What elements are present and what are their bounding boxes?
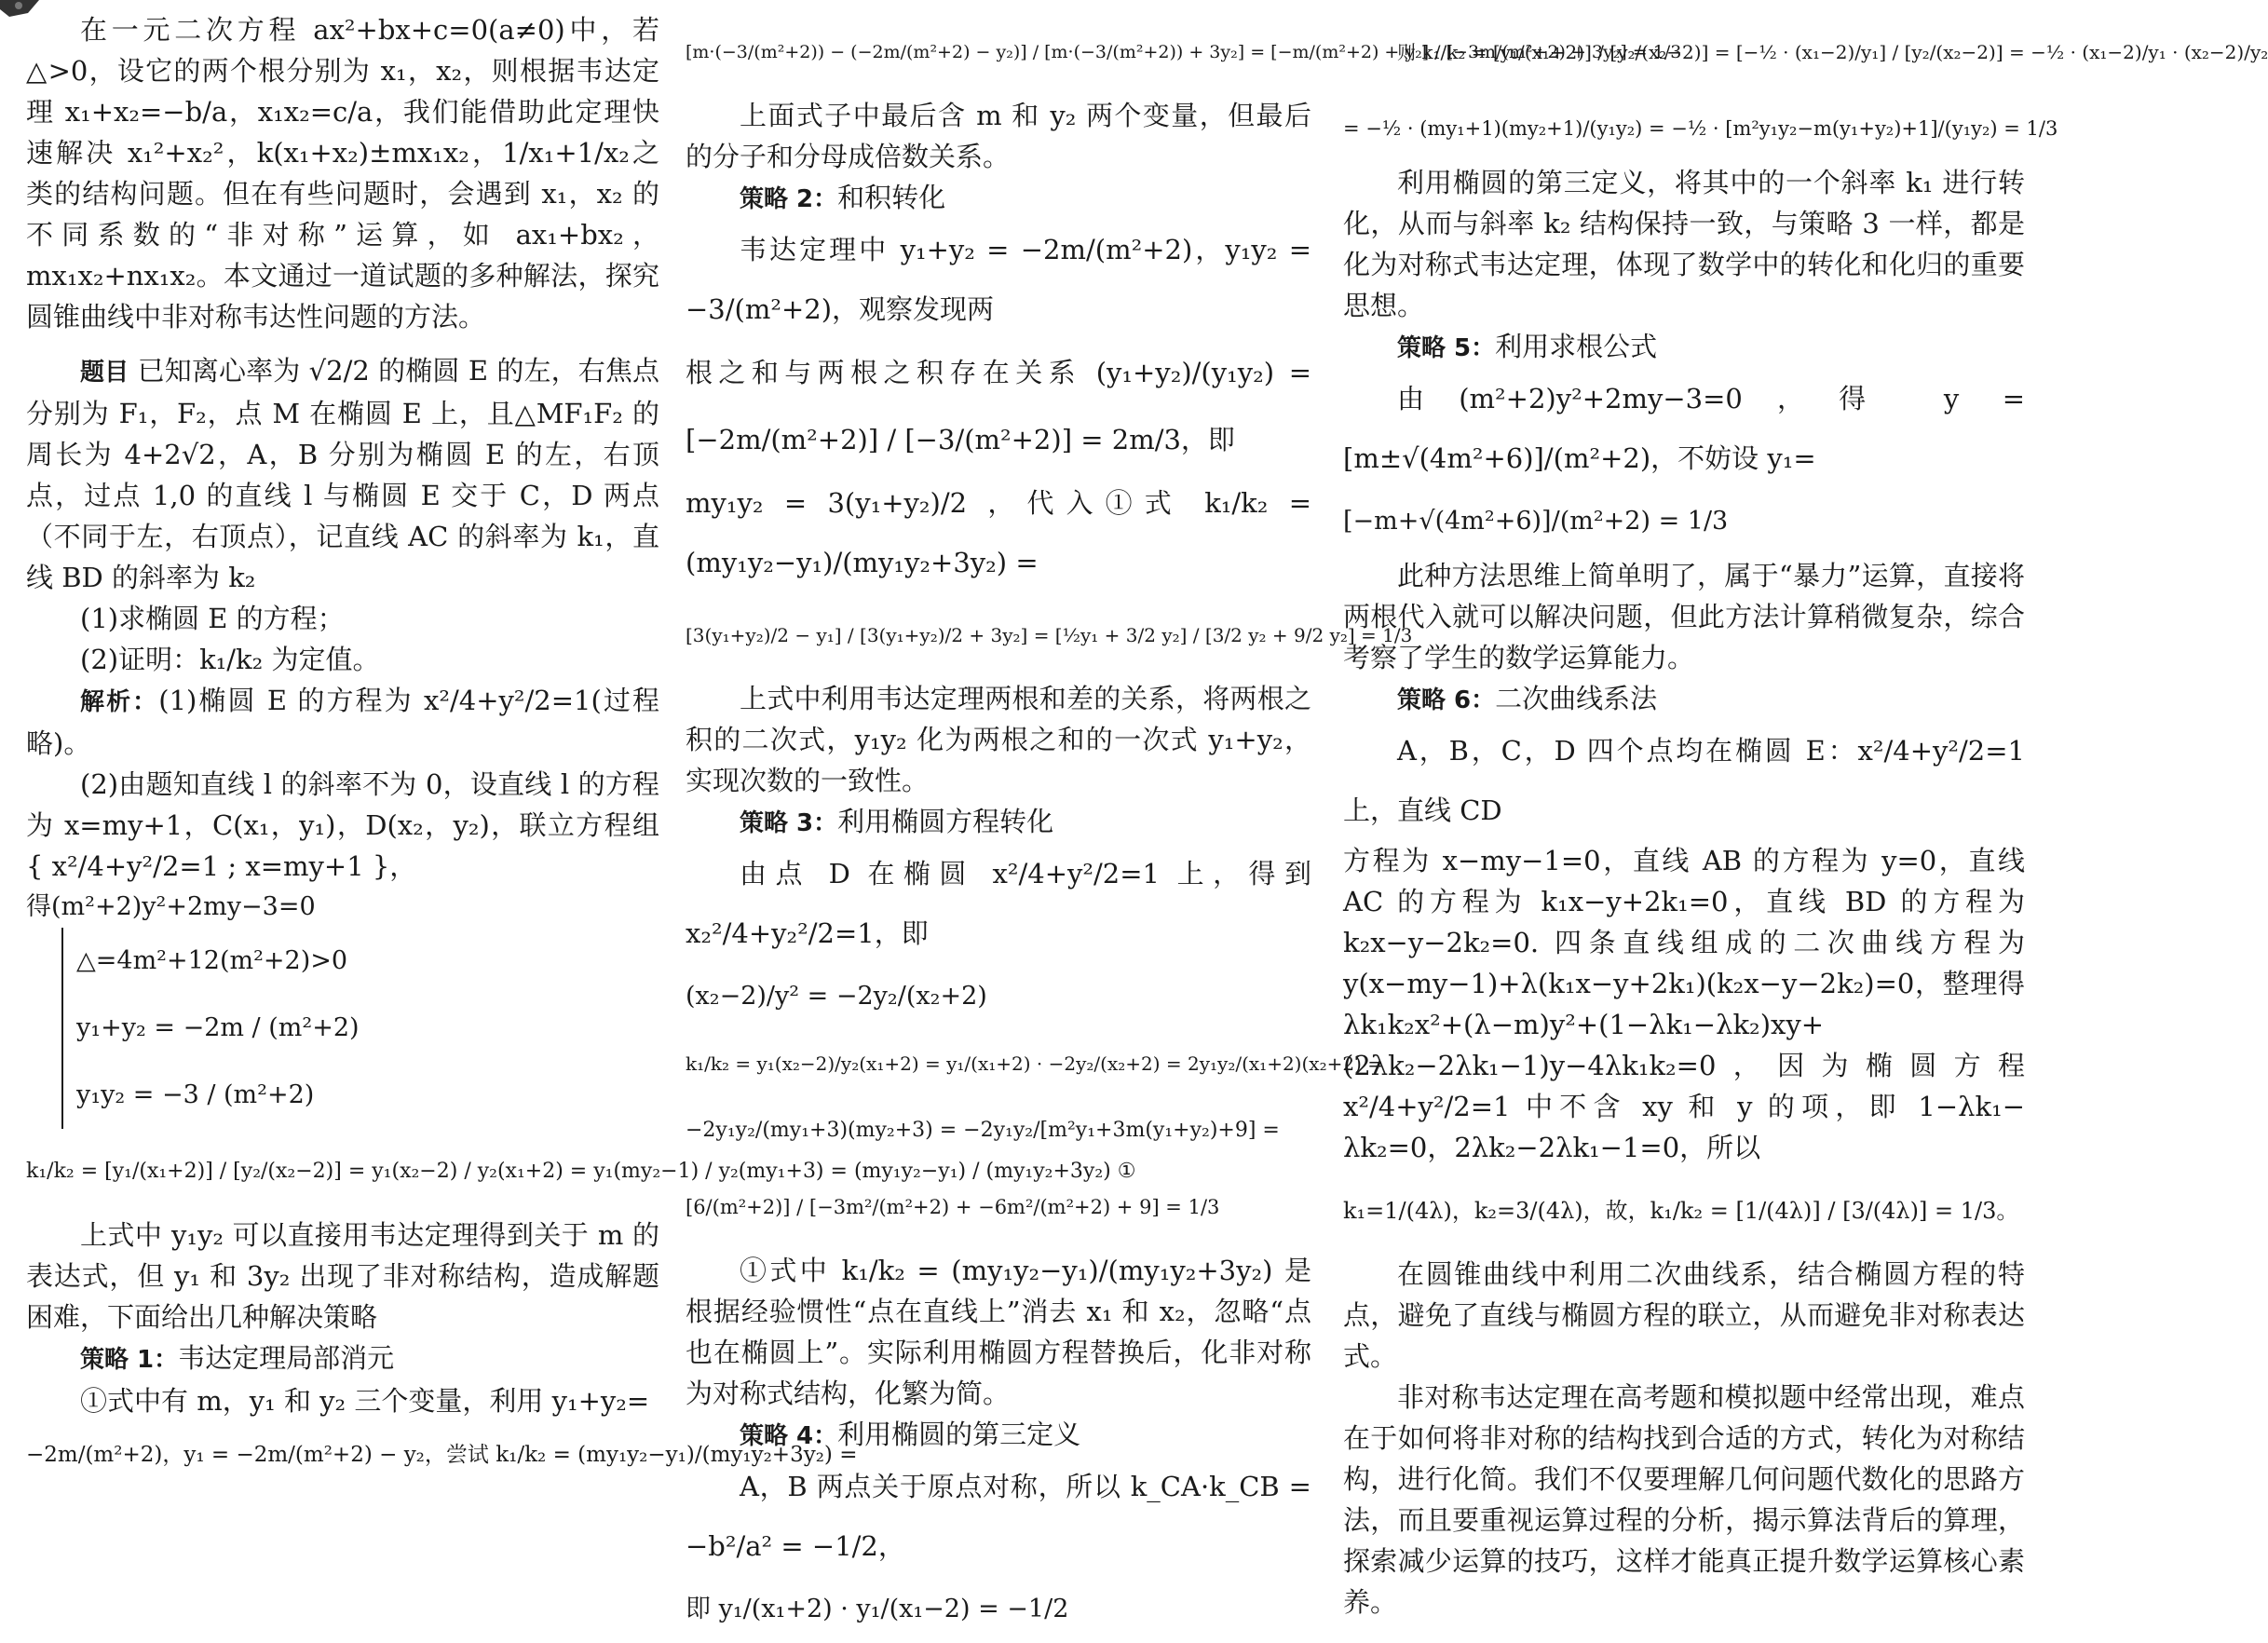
solution-1 [26,680,659,764]
strategy-2-comment: 上式中利用韦达定理两根和差的关系，将两根之积的二次式，y₁y₂ 化为两根之和的一次式 y₁+y₂，实现次数的一致性。 [686,683,1311,796]
strategy-3-eq-4: [6/(m²+2)] / [−3m²/(m²+2) + −6m²/(m²+2) + 9] = 1/3 [686,1196,1220,1218]
vieta-sum: y₁+y₂ = −2m / (m²+2) [76,1013,360,1042]
problem-paragraph [26,350,659,598]
strategy-3-text: 由点 D 在椭圆 x²/4+y²/2=1 上，得到 x₂²/4+y₂²/2=1，即 [686,858,1311,949]
strategy-5-comment: 此种方法思维上简单明了，属于“暴力”运算，直接将两根代入就可以解决问题，但此方法计算稍微复杂，综合考察了学生的数学运算能力。 [1343,560,2025,673]
solution-1-text: (1)椭圆 E 的方程为 x²/4+y²/2=1(过程略)。 [26,685,659,759]
strategy-5-text: 由(m²+2)y²+2my−3=0，得 y = [m±√(4m²+6)]/(m²+2)，不妨设 y₁= [1343,383,2025,474]
strategy-6-result: k₁=1/(4λ)，k₂=3/(4λ)，故，k₁/k₂ = [1/(4λ)] / [3/(4λ)] = 1/3。 [1343,1198,2019,1224]
strategy-3-comment: ①式中 k₁/k₂ = (my₁y₂−y₁)/(my₁y₂+3y₂) 是根据经验惯性“点在直线上”消去 x₁ 和 x₂，忽略“点也在椭圆上”。实际利用椭圆方程替换后，化非对称为对称式结构，化繁为简。 [686,1255,1311,1409]
question-1: (1)求椭圆 E 的方程； [80,603,345,634]
strategy-4-result-1: 则 k₁/k₂ = [y₁/(x₁+2)] / [y₂/(x₂−2)] = [−½ · (x₁−2)/y₁] / [y₂/(x₂−2)] = −½ · (x₁−2)/y₁ · (x₂−2)/y₂ [1397,41,2268,63]
question-2: (2)证明：k₁/k₂ 为定值。 [80,644,380,675]
strategy-4-text: A，B 两点关于原点对称，所以 k_CA·k_CB = −b²/a² = −1/2， [686,1471,1311,1562]
strategy-4-eq: 即 y₁/(x₁+2) · y₁/(x₁−2) = −1/2 [686,1595,1069,1623]
strategy-1-equation: −2m/(m²+2)，y₁ = −2m/(m²+2) − y₂，尝试 k₁/k₂ = (my₁y₂−y₁)/(my₁y₂+3y₂) = [26,1443,858,1467]
vieta-system [61,928,659,1129]
problem-text: 已知离心率为 √2/2 的椭圆 E 的左，右焦点分别为 F₁，F₂，点 M 在椭圆 E 上，且△MF₁F₂ 的周长为 4+2√2，A，B 分别为椭圆 E 的左，右顶点，过点 1,0 的直线 l 与椭圆 E 交于 C，D 两点（不同于左，右顶点），记直线 AC 的斜率为 k₁，直线 BD 的斜率为 k₂ [26,355,659,593]
conclusion: 非对称韦达定理在高考题和模拟题中经常出现，难点在于如何将非对称的结构找到合适的方式，转化为对称结构，进行化简。我们不仅要理解几何问题代数化的思路方法，而且要重视运算过程的分析，揭示算法背后的算理，探索减少运算的技巧，这样才能真正提升数学运算核心素养。 [1343,1381,2025,1618]
strategy-2-vieta: 韦达定理中 y₁+y₂ = −2m/(m²+2)，y₁y₂ = −3/(m²+2)，观察发现两 [686,234,1311,325]
strategy-2-substitute: my₁y₂ = 3(y₁+y₂)/2 ，代入①式 k₁/k₂ = (my₁y₂−y₁)/(my₁y₂+3y₂) = [686,487,1311,578]
solution-2: (2)由题知直线 l 的斜率不为 0，设直线 l 的方程为 x=my+1，C(x₁，y₁)，D(x₂，y₂)，联立方程组 { x²/4+y²/2=1 ; x=my+1 }， [26,768,659,882]
strategy-1-comment: 上面式子中最后含 m 和 y₂ 两个变量，但最后的分子和分母成倍数关系。 [686,100,1311,172]
quadratic-equation: 得(m²+2)y²+2my−3=0 [26,892,316,921]
column-3 [1343,9,2268,1623]
strategy-2-result: [3(y₁+y₂)/2 − y₁] / [3(y₁+y₂)/2 + 3y₂] = [½y₁ + 3/2 y₂] / [3/2 y₂ + 9/2 y₂] = 1/3 [686,624,1413,646]
strategy-2-relation: 根之和与两根之积存在关系 (y₁+y₂)/(y₁y₂) = [−2m/(m²+2)] / [−3/(m²+2)] = 2m/3，即 [686,357,1311,455]
strategy-2-heading: 策略 2：和积转化 [740,182,946,213]
intro-paragraph: 在一元二次方程 ax²+bx+c=0(a≠0)中，若△>0，设它的两个根分别为 x₁，x₂，则根据韦达定理 x₁+x₂=−b/a，x₁x₂=c/a，我们能借助此定理快速解决 x₁²+x₂²，k(x₁+x₂)±mx₁x₂，1/x₁+1/x₂之类的结构问题。但在有些问题时，会遇到 x₁，x₂ 的不同系数的“非对称”运算，如 ax₁+bx₂，mx₁x₂+nx₁x₂。本文通过一道试题的多种解法，探究圆锥曲线中非对称韦达性问题的方法。 [26,14,659,333]
vieta-product: y₁y₂ = −3 / (m²+2) [76,1080,315,1109]
asymmetry-note: 上式中 y₁y₂ 可以直接用韦达定理得到关于 m 的表达式，但 y₁ 和 3y₂ 出现了非对称结构，造成解题困难，下面给出几种解决策略 [26,1219,659,1333]
strategy-4-heading: 策略 4：利用椭圆的第三定义 [740,1419,1081,1450]
strategy-6-text: A，B，C，D 四个点均在椭圆 E：x²/4+y²/2=1 上，直线 CD [1343,735,2025,826]
problem-label: 题目 [80,359,129,387]
strategy-1-text: ①式中有 m，y₁ 和 y₂ 三个变量，利用 y₁+y₂= [80,1385,650,1417]
strategy-4-comment: 利用椭圆的第三定义，将其中的一个斜率 k₁ 进行转化，从而与斜率 k₂ 结构保持一致，与策略 3 一样，都是化为对称式韦达定理，体现了数学中的转化和化归的重要思想。 [1343,167,2025,321]
strategy-6-heading: 策略 6：二次曲线系法 [1397,683,1658,714]
strategy-6-comment: 在圆锥曲线中利用二次曲线系，结合椭圆方程的特点，避免了直线与椭圆方程的联立，从而避免非对称表达式。 [1343,1258,2025,1372]
strategy-3-eq-2: k₁/k₂ = y₁(x₂−2)/y₂(x₁+2) = y₁/(x₁+2) · −2y₂/(x₂+2) = 2y₁y₂/(x₁+2)(x₂+2) = [686,1052,1383,1075]
solution-label: 解析： [80,688,159,716]
strategy-3-eq-1: (x₂−2)/y² = −2y₂/(x₂+2) [686,982,987,1011]
strategy-4-result-2: = −½ · (my₁+1)(my₂+1)/(y₁y₂) = −½ · [m²y₁y₂−m(y₁+y₂)+1]/(y₁y₂) = 1/3 [1343,117,2058,140]
discriminant: △=4m²+12(m²+2)>0 [76,946,348,975]
strategy-6-derivation: 方程为 x−my−1=0，直线 AB 的方程为 y=0，直线 AC 的方程为 k₁x−y+2k₁=0，直线 BD 的方程为 k₂x−y−2k₂=0. 四条直线组成的二次曲线方程为 y(x−my−1)+λ(k₁x−y+2k₁)(k₂x−y−2k₂)=0，整理得 λk₁k₂x²+(λ−m)y²+(1−λk₁−λk₂)xy+(2λk₂−2λk₁−1)y−4λk₁k₂=0，因为椭圆方程 x²/4+y²/2=1 中不含 xy 和 y 的项，即 1−λk₁− λk₂=0，2λk₂−2λk₁−1=0，所以 [1343,845,2025,1163]
strategy-3-heading: 策略 3：利用椭圆方程转化 [740,806,1054,837]
strategy-1-heading: 策略 1：韦达定理局部消元 [80,1342,395,1374]
strategy-1-result: [m·(−3/(m²+2)) − (−2m/(m²+2) − y₂)] / [m·(−3/(m²+2)) + 3y₂] = [−m/(m²+2) + y₂] / [−3m/(m²+2) + 3y₂] = 1/3 [686,42,1682,62]
strategy-5-eq: [−m+√(4m²+6)]/(m²+2) = 1/3 [1343,507,1729,536]
strategy-3-eq-3: −2y₁y₂/(my₁+3)(my₂+3) = −2y₁y₂/[m²y₁+3m(y₁+y₂)+9] = [686,1119,1280,1142]
ratio-equation: k₁/k₂ = [y₁/(x₁+2)] / [y₂/(x₂−2)] = y₁(x₂−2) / y₂(x₁+2) = y₁(my₂−1) / y₂(my₁+3) = (my₁y₂−y₁) / (my₁y₂+3y₂) ① [26,1160,1136,1183]
strategy-5-heading: 策略 5：利用求根公式 [1397,331,1658,362]
